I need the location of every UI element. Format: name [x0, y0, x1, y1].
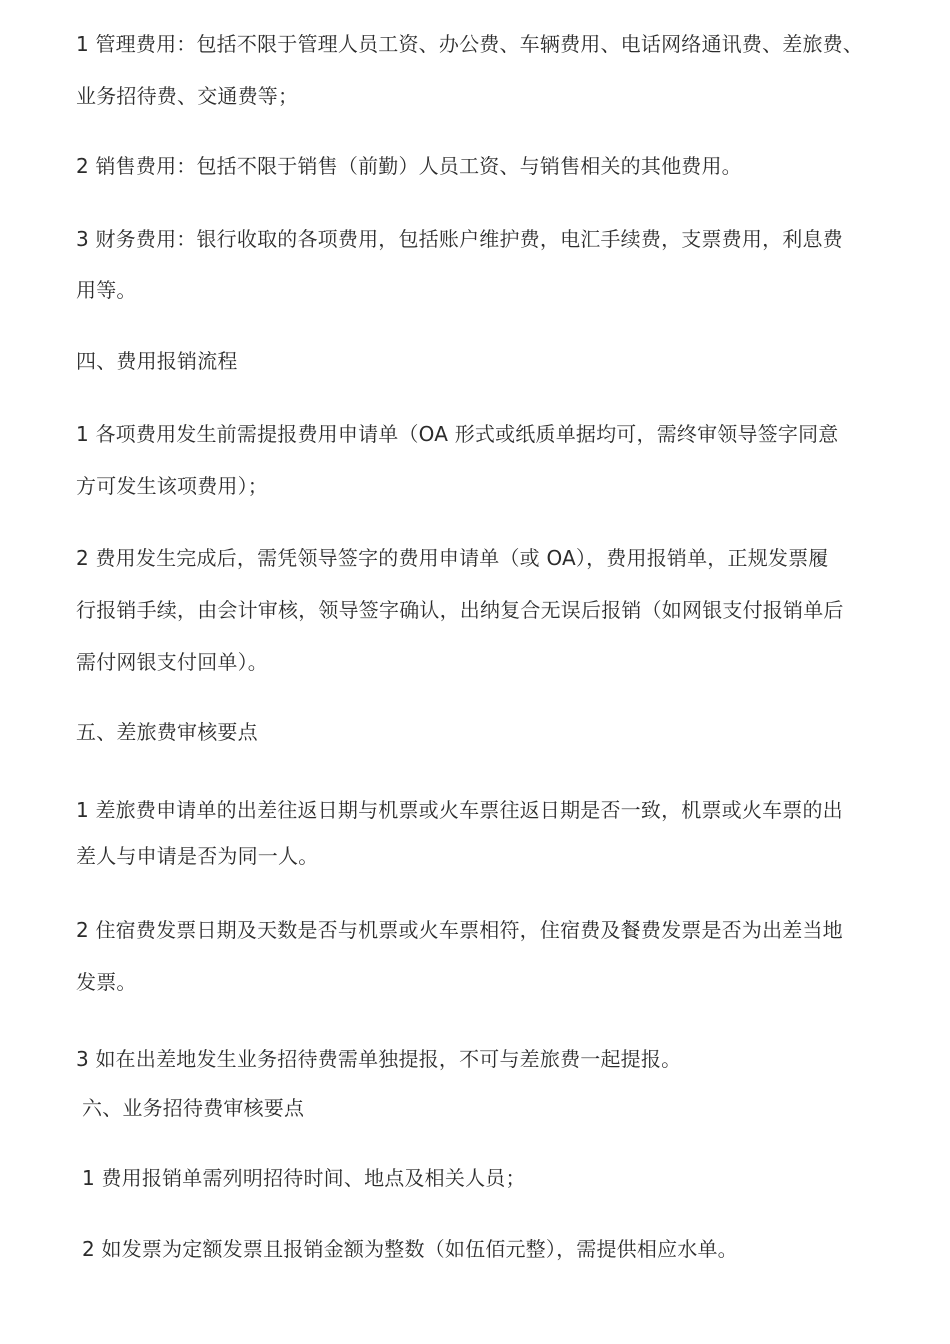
item-1-line-2: 业务招待费、交通费等； — [76, 84, 299, 108]
item-2-line-1: 2 销售费用：包括不限于销售（前勤）人员工资、与销售相关的其他费用。 — [76, 154, 742, 178]
s4-item-1-line-2: 方可发生该项费用）； — [76, 474, 268, 498]
s5-item-2-line-2: 发票。 — [76, 970, 137, 994]
s5-item-2-line-1: 2 住宿费发票日期及天数是否与机票或火车票相符，住宿费及餐费发票是否为出差当地 — [76, 918, 843, 942]
item-3-line-2: 用等。 — [76, 278, 137, 302]
s4-item-2-line-3: 需付网银支付回单）。 — [76, 650, 268, 674]
s6-item-2-line-1: 2 如发票为定额发票且报销金额为整数（如伍佰元整），需提供相应水单。 — [82, 1237, 738, 1261]
s6-item-1-line-1: 1 费用报销单需列明招待时间、地点及相关人员； — [82, 1166, 526, 1190]
item-3-line-1: 3 财务费用：银行收取的各项费用，包括账户维护费，电汇手续费，支票费用，利息费 — [76, 227, 843, 251]
s5-item-3-line-1: 3 如在出差地发生业务招待费需单独提报，不可与差旅费一起提报。 — [76, 1047, 682, 1071]
s4-item-2-line-2: 行报销手续，由会计审核，领导签字确认，出纳复合无误后报销（如网银支付报销单后 — [76, 598, 844, 622]
section-6-heading: 六、业务招待费审核要点 — [82, 1096, 305, 1120]
s5-item-1-line-2: 差人与申请是否为同一人。 — [76, 844, 319, 868]
item-1-line-1: 1 管理费用：包括不限于管理人员工资、办公费、车辆费用、电话网络通讯费、差旅费、 — [76, 32, 864, 56]
s4-item-1-line-1: 1 各项费用发生前需提报费用申请单（OA 形式或纸质单据均可，需终审领导签字同意 — [76, 422, 839, 446]
section-4-heading: 四、费用报销流程 — [76, 349, 238, 373]
s4-item-2-line-1: 2 费用发生完成后，需凭领导签字的费用申请单（或 OA），费用报销单，正规发票履 — [76, 546, 829, 570]
section-5-heading: 五、差旅费审核要点 — [76, 720, 258, 744]
s5-item-1-line-1: 1 差旅费申请单的出差往返日期与机票或火车票往返日期是否一致，机票或火车票的出 — [76, 798, 843, 822]
